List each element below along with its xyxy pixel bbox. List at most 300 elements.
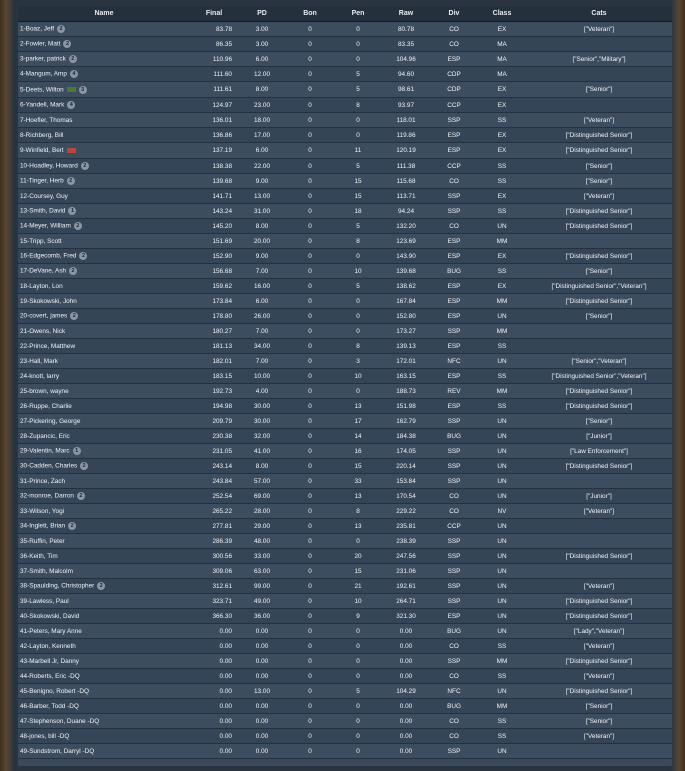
table-row[interactable] <box>18 82 672 98</box>
shooter-name[interactable]: 42-Layton, Kenneth <box>20 642 76 650</box>
bonus-cell: 0 <box>286 669 334 684</box>
class-cell: MA <box>478 37 526 52</box>
table-row[interactable] <box>18 429 672 444</box>
shooter-name[interactable]: 5-Deets, Wilton <box>20 86 64 94</box>
shooter-name[interactable]: 10-Hoadley, Howard <box>20 162 78 170</box>
bonus-cell: 0 <box>286 204 334 219</box>
shooter-name-cell[interactable] <box>18 82 190 98</box>
shooter-name[interactable]: 2-Fowler, Matt <box>20 40 61 48</box>
count-badge: 2 <box>69 55 77 63</box>
table-row[interactable] <box>18 37 672 52</box>
table-row[interactable] <box>18 684 672 699</box>
bonus-cell: 0 <box>286 279 334 294</box>
bonus-cell: 0 <box>286 98 334 113</box>
shooter-name[interactable]: 43-Marbell Jr, Danny <box>20 657 79 665</box>
final-score-cell: 300.56 <box>190 549 238 564</box>
shooter-name[interactable]: 21-Owens, Nick <box>20 327 66 335</box>
table-row[interactable] <box>18 22 672 37</box>
table-row[interactable] <box>18 699 672 714</box>
shooter-name-cell[interactable] <box>18 22 190 37</box>
bonus-cell: 0 <box>286 264 334 279</box>
categories-cell: ["Distinguished Senior","Veteran"] <box>526 369 672 384</box>
final-score-cell: 111.61 <box>190 82 238 98</box>
table-row[interactable] <box>18 549 672 564</box>
raw-time-cell: 321.30 <box>382 609 430 624</box>
pd-cell: 99.00 <box>238 579 286 594</box>
pd-cell: 26.00 <box>238 309 286 324</box>
categories-cell: ["Distinguished Senior"] <box>526 549 672 564</box>
count-badge: 1 <box>73 447 81 455</box>
table-row[interactable] <box>18 52 672 67</box>
bonus-cell: 0 <box>286 384 334 399</box>
shooter-name-cell[interactable] <box>18 37 190 52</box>
shooter-name[interactable]: 7-Hoefler, Thomas <box>20 116 73 124</box>
class-cell: SS <box>478 714 526 729</box>
table-row[interactable] <box>18 324 672 339</box>
shooter-name[interactable]: 31-Prince, Zach <box>20 477 66 485</box>
table-row[interactable] <box>18 654 672 669</box>
final-score-cell: 0.00 <box>190 729 238 744</box>
count-badge: 2 <box>70 312 78 320</box>
categories-cell <box>526 564 672 579</box>
pd-cell: 0.00 <box>238 624 286 639</box>
categories-cell: ["Veteran"] <box>526 189 672 204</box>
table-row[interactable] <box>18 669 672 684</box>
final-score-cell: 277.81 <box>190 519 238 534</box>
division-cell: CO <box>430 37 478 52</box>
penalty-cell: 5 <box>334 219 382 234</box>
shooter-name[interactable]: 8-Richberg, Bill <box>20 131 64 139</box>
shooter-name-cell[interactable] <box>18 174 190 189</box>
final-score-cell: 209.79 <box>190 414 238 429</box>
shooter-name-cell[interactable] <box>18 729 190 744</box>
final-score-cell: 194.98 <box>190 399 238 414</box>
class-cell: SS <box>478 639 526 654</box>
table-row[interactable] <box>18 474 672 489</box>
shooter-name[interactable]: 12-Coursey, Guy <box>20 192 68 200</box>
shooter-name[interactable]: 47-Stephenson, Duane -DQ <box>20 717 100 725</box>
shooter-name-cell[interactable] <box>18 669 190 684</box>
pd-cell: 33.00 <box>238 549 286 564</box>
categories-cell <box>526 324 672 339</box>
table-row[interactable] <box>18 128 672 143</box>
table-row[interactable] <box>18 339 672 354</box>
table-row[interactable] <box>18 189 672 204</box>
pd-cell: 6.00 <box>238 294 286 309</box>
table-row[interactable] <box>18 594 672 609</box>
count-badge: 2 <box>77 492 85 500</box>
final-score-cell: 252.54 <box>190 489 238 504</box>
categories-cell: ["Distinguished Senior"] <box>526 654 672 669</box>
categories-cell: ["Veteran"] <box>526 22 672 37</box>
table-row[interactable] <box>18 219 672 234</box>
shooter-name-cell[interactable] <box>18 564 190 579</box>
shooter-name[interactable]: 24-knott, larry <box>20 372 60 380</box>
table-row[interactable] <box>18 143 672 159</box>
penalty-cell: 13 <box>334 489 382 504</box>
final-score-cell: 110.96 <box>190 52 238 67</box>
shooter-name[interactable]: 14-Meyer, William <box>20 222 71 230</box>
class-cell: SS <box>478 729 526 744</box>
shooter-name-cell[interactable] <box>18 594 190 609</box>
class-cell: EX <box>478 82 526 98</box>
shooter-name[interactable]: 3-parker, patrick <box>20 55 66 63</box>
table-row[interactable] <box>18 519 672 534</box>
class-cell: UN <box>478 594 526 609</box>
table-row[interactable] <box>18 354 672 369</box>
shooter-name-cell[interactable] <box>18 639 190 654</box>
shooter-name-cell[interactable] <box>18 384 190 399</box>
shooter-name[interactable]: 4-Mangum, Amp <box>20 70 67 78</box>
table-row[interactable] <box>18 279 672 294</box>
categories-cell: ["Junior"] <box>526 429 672 444</box>
shooter-name-cell[interactable] <box>18 52 190 67</box>
shooter-name[interactable]: 37-Smith, Malcolm <box>20 567 73 575</box>
column-header-pen[interactable]: Pen <box>334 6 382 22</box>
shooter-name-cell[interactable] <box>18 534 190 549</box>
bonus-cell: 0 <box>286 414 334 429</box>
shooter-name[interactable]: 44-Roberts, Eric -DQ <box>20 672 80 680</box>
table-row[interactable] <box>18 729 672 744</box>
shooter-name[interactable]: 46-Barber, Todd -DQ <box>20 702 79 710</box>
column-header-raw[interactable]: Raw <box>382 6 430 22</box>
shooter-name[interactable]: 48-jones, bill -DQ <box>20 732 70 740</box>
class-cell: UN <box>478 459 526 474</box>
class-cell: UN <box>478 534 526 549</box>
shooter-name[interactable]: 11-Tinger, Herb <box>20 177 64 185</box>
bonus-cell: 0 <box>286 474 334 489</box>
table-row[interactable] <box>18 489 672 504</box>
final-score-cell: 366.30 <box>190 609 238 624</box>
bonus-cell: 0 <box>286 82 334 98</box>
shooter-name[interactable]: 20-covert, james <box>20 312 68 320</box>
shooter-name-cell[interactable] <box>18 624 190 639</box>
shooter-name-cell[interactable] <box>18 234 190 249</box>
shooter-name-cell[interactable] <box>18 504 190 519</box>
division-cell: SSP <box>430 444 478 459</box>
shooter-name[interactable]: 16-Edgecomb, Fred <box>20 252 77 260</box>
table-row[interactable] <box>18 504 672 519</box>
bonus-cell: 0 <box>286 324 334 339</box>
division-cell: NFC <box>430 684 478 699</box>
shooter-name-cell[interactable] <box>18 684 190 699</box>
raw-time-cell: 170.54 <box>382 489 430 504</box>
bonus-cell: 0 <box>286 159 334 174</box>
raw-time-cell: 111.38 <box>382 159 430 174</box>
table-row[interactable] <box>18 564 672 579</box>
shooter-name[interactable]: 6-Yandell, Mark <box>20 101 65 109</box>
penalty-cell: 0 <box>334 729 382 744</box>
column-header-div[interactable]: Div <box>430 6 478 22</box>
penalty-cell: 9 <box>334 609 382 624</box>
table-row[interactable] <box>18 234 672 249</box>
pd-cell: 31.00 <box>238 204 286 219</box>
penalty-cell: 10 <box>334 594 382 609</box>
pd-cell: 0.00 <box>238 744 286 759</box>
bonus-cell: 0 <box>286 504 334 519</box>
count-badge: 4 <box>70 70 78 78</box>
class-cell: EX <box>478 279 526 294</box>
shooter-name-cell[interactable] <box>18 189 190 204</box>
division-cell: SSP <box>430 204 478 219</box>
shooter-name-cell[interactable] <box>18 519 190 534</box>
shooter-name-cell[interactable] <box>18 143 190 159</box>
raw-time-cell: 93.97 <box>382 98 430 113</box>
shooter-name[interactable]: 39-Lawless, Paul <box>20 597 69 605</box>
shooter-name-cell[interactable] <box>18 128 190 143</box>
column-header-class[interactable]: Class <box>478 6 526 22</box>
penalty-cell: 15 <box>334 459 382 474</box>
shooter-name[interactable]: 35-Ruffin, Peter <box>20 537 65 545</box>
division-cell: ESP <box>430 609 478 624</box>
raw-time-cell: 264.71 <box>382 594 430 609</box>
shooter-name[interactable]: 19-Skokowski, John <box>20 297 77 305</box>
penalty-cell: 0 <box>334 534 382 549</box>
pd-cell: 29.00 <box>238 519 286 534</box>
shooter-name-cell[interactable] <box>18 98 190 113</box>
shooter-name-cell[interactable] <box>18 654 190 669</box>
shooter-name[interactable]: 28-Zupancic, Eric <box>20 432 70 440</box>
class-cell: SS <box>478 399 526 414</box>
shooter-name-cell[interactable] <box>18 204 190 219</box>
table-row[interactable] <box>18 534 672 549</box>
class-cell: UN <box>478 519 526 534</box>
shooter-name[interactable]: 29-Valentin, Marc <box>20 447 70 455</box>
table-row[interactable] <box>18 414 672 429</box>
penalty-cell: 5 <box>334 159 382 174</box>
class-cell: MM <box>478 324 526 339</box>
raw-time-cell: 188.73 <box>382 384 430 399</box>
column-header-cats[interactable]: Cats <box>526 6 672 22</box>
shooter-name[interactable]: 13-Smith, David <box>20 207 66 215</box>
bonus-cell: 0 <box>286 113 334 128</box>
pd-cell: 9.00 <box>238 174 286 189</box>
shooter-name[interactable]: 23-Hall, Mark <box>20 357 58 365</box>
shooter-name-cell[interactable] <box>18 609 190 624</box>
shooter-name-cell[interactable] <box>18 219 190 234</box>
shooter-name[interactable]: 1-Boaz, Jeff <box>20 25 54 33</box>
shooter-name-cell[interactable] <box>18 339 190 354</box>
shooter-name-cell[interactable] <box>18 249 190 264</box>
raw-time-cell: 0.00 <box>382 624 430 639</box>
class-cell: MM <box>478 294 526 309</box>
raw-time-cell: 172.01 <box>382 354 430 369</box>
shooter-name[interactable]: 40-Skokowski, David <box>20 612 80 620</box>
column-header-bon[interactable]: Bon <box>286 6 334 22</box>
final-score-cell: 323.71 <box>190 594 238 609</box>
final-score-cell: 0.00 <box>190 654 238 669</box>
penalty-cell: 15 <box>334 174 382 189</box>
table-row[interactable] <box>18 98 672 113</box>
shooter-name-cell[interactable] <box>18 159 190 174</box>
table-row[interactable] <box>18 624 672 639</box>
shooter-name[interactable]: 27-Pickering, George <box>20 417 81 425</box>
division-cell: ESP <box>430 339 478 354</box>
division-cell: ESP <box>430 234 478 249</box>
shooter-name[interactable]: 25-brown, wayne <box>20 387 69 395</box>
categories-cell <box>526 67 672 82</box>
raw-time-cell: 138.62 <box>382 279 430 294</box>
column-header-pd[interactable]: PD <box>238 6 286 22</box>
final-score-cell: 83.78 <box>190 22 238 37</box>
table-row[interactable] <box>18 384 672 399</box>
column-header-final[interactable]: Final <box>190 6 238 22</box>
shooter-name-cell[interactable] <box>18 294 190 309</box>
shooter-name[interactable]: 32-monroe, Darron <box>20 492 74 500</box>
class-cell: UN <box>478 609 526 624</box>
raw-time-cell: 118.01 <box>382 113 430 128</box>
shooter-name[interactable]: 26-Ruppe, Charlie <box>20 402 72 410</box>
table-row[interactable] <box>18 294 672 309</box>
shooter-name-cell[interactable] <box>18 444 190 459</box>
shooter-name[interactable]: 18-Layton, Lon <box>20 282 63 290</box>
table-row[interactable] <box>18 249 672 264</box>
raw-time-cell: 0.00 <box>382 639 430 654</box>
results-table-body <box>18 22 672 759</box>
final-score-cell: 178.80 <box>190 309 238 324</box>
categories-cell: ["Junior"] <box>526 489 672 504</box>
shooter-name[interactable]: 34-Inglett, Brian <box>20 522 66 530</box>
final-score-cell: 243.84 <box>190 474 238 489</box>
shooter-name-cell[interactable] <box>18 549 190 564</box>
class-cell: SS <box>478 174 526 189</box>
table-row[interactable] <box>18 444 672 459</box>
shooter-name-cell[interactable] <box>18 579 190 594</box>
class-cell: UN <box>478 684 526 699</box>
division-cell: ESP <box>430 143 478 159</box>
shooter-name[interactable]: 30-Cadden, Charles <box>20 462 78 470</box>
penalty-cell: 5 <box>334 67 382 82</box>
shooter-name[interactable]: 17-DeVane, Ash <box>20 267 67 275</box>
raw-time-cell: 104.29 <box>382 684 430 699</box>
shooter-name-cell[interactable] <box>18 279 190 294</box>
categories-cell: ["Senior","Veteran"] <box>526 354 672 369</box>
shooter-name[interactable]: 36-Keith, Tim <box>20 552 58 560</box>
shooter-name-cell[interactable] <box>18 399 190 414</box>
shooter-name[interactable]: 22-Prince, Matthew <box>20 342 76 350</box>
shooter-name-cell[interactable] <box>18 414 190 429</box>
shooter-name-cell[interactable] <box>18 489 190 504</box>
division-cell: ESP <box>430 249 478 264</box>
penalty-cell: 20 <box>334 549 382 564</box>
table-row[interactable] <box>18 309 672 324</box>
shooter-name-cell[interactable] <box>18 474 190 489</box>
table-row[interactable] <box>18 174 672 189</box>
shooter-name-cell[interactable] <box>18 699 190 714</box>
division-cell: NFC <box>430 354 478 369</box>
bonus-cell: 0 <box>286 444 334 459</box>
bonus-cell: 0 <box>286 534 334 549</box>
shooter-name-cell[interactable] <box>18 744 190 759</box>
raw-time-cell: 139.68 <box>382 264 430 279</box>
count-badge: 4 <box>67 101 75 109</box>
final-score-cell: 143.24 <box>190 204 238 219</box>
shooter-name-cell[interactable] <box>18 113 190 128</box>
pd-cell: 13.00 <box>238 684 286 699</box>
shooter-name-cell[interactable] <box>18 67 190 82</box>
count-badge: 2 <box>79 252 87 260</box>
table-row[interactable] <box>18 67 672 82</box>
pd-cell: 17.00 <box>238 128 286 143</box>
division-cell: CDP <box>430 82 478 98</box>
bonus-cell: 0 <box>286 294 334 309</box>
class-cell: SS <box>478 113 526 128</box>
pd-cell: 18.00 <box>238 113 286 128</box>
shooter-name-cell[interactable] <box>18 354 190 369</box>
pd-cell: 41.00 <box>238 444 286 459</box>
class-cell: UN <box>478 414 526 429</box>
shooter-name-cell[interactable] <box>18 459 190 474</box>
categories-cell: ["Veteran"] <box>526 669 672 684</box>
categories-cell <box>526 37 672 52</box>
table-row[interactable] <box>18 609 672 624</box>
final-score-cell: 0.00 <box>190 714 238 729</box>
shooter-name-cell[interactable] <box>18 714 190 729</box>
column-header-name[interactable]: Name <box>18 6 190 22</box>
shooter-name[interactable]: 9-Winfield, Bert <box>20 147 64 154</box>
table-row[interactable] <box>18 714 672 729</box>
categories-cell: ["Senior"] <box>526 714 672 729</box>
table-row[interactable] <box>18 264 672 279</box>
table-row[interactable] <box>18 113 672 128</box>
count-badge: 2 <box>97 582 105 590</box>
bonus-cell: 0 <box>286 369 334 384</box>
table-row[interactable] <box>18 399 672 414</box>
pd-cell: 0.00 <box>238 654 286 669</box>
shooter-name[interactable]: 15-Tripp, Scott <box>20 237 62 245</box>
raw-time-cell: 0.00 <box>382 654 430 669</box>
penalty-cell: 15 <box>334 564 382 579</box>
categories-cell: ["Law Enforcement"] <box>526 444 672 459</box>
shooter-name[interactable]: 41-Peters, Mary Anne <box>20 627 82 635</box>
categories-cell: ["Veteran"] <box>526 113 672 128</box>
shooter-name-cell[interactable] <box>18 324 190 339</box>
bonus-cell: 0 <box>286 67 334 82</box>
shooter-name[interactable]: 33-Wilson, Yogi <box>20 507 65 515</box>
table-row[interactable] <box>18 459 672 474</box>
final-score-cell: 180.27 <box>190 324 238 339</box>
table-row[interactable] <box>18 579 672 594</box>
count-badge: 2 <box>68 522 76 530</box>
final-score-cell: 145.20 <box>190 219 238 234</box>
pd-cell: 0.00 <box>238 699 286 714</box>
table-row[interactable] <box>18 639 672 654</box>
final-score-cell: 183.15 <box>190 369 238 384</box>
class-cell: UN <box>478 219 526 234</box>
shooter-name[interactable]: 49-Sundstrom, Darryl -DQ <box>20 747 95 755</box>
shooter-name[interactable]: 38-Spaulding, Christopher <box>20 582 95 590</box>
division-cell: SSP <box>430 654 478 669</box>
shooter-name-cell[interactable] <box>18 309 190 324</box>
raw-time-cell: 94.60 <box>382 67 430 82</box>
categories-cell: ["Distinguished Senior"] <box>526 249 672 264</box>
division-cell: CO <box>430 714 478 729</box>
table-row[interactable] <box>18 744 672 759</box>
final-score-cell: 192.73 <box>190 384 238 399</box>
table-row[interactable] <box>18 204 672 219</box>
table-row[interactable] <box>18 369 672 384</box>
bonus-cell: 0 <box>286 429 334 444</box>
shooter-name-cell[interactable] <box>18 369 190 384</box>
bonus-cell: 0 <box>286 234 334 249</box>
shooter-name-cell[interactable] <box>18 264 190 279</box>
shooter-name-cell[interactable] <box>18 429 190 444</box>
shooter-name[interactable]: 45-Benigno, Robert -DQ <box>20 687 89 695</box>
penalty-cell: 8 <box>334 98 382 113</box>
final-score-cell: 0.00 <box>190 669 238 684</box>
table-row[interactable] <box>18 159 672 174</box>
raw-time-cell: 163.15 <box>382 369 430 384</box>
